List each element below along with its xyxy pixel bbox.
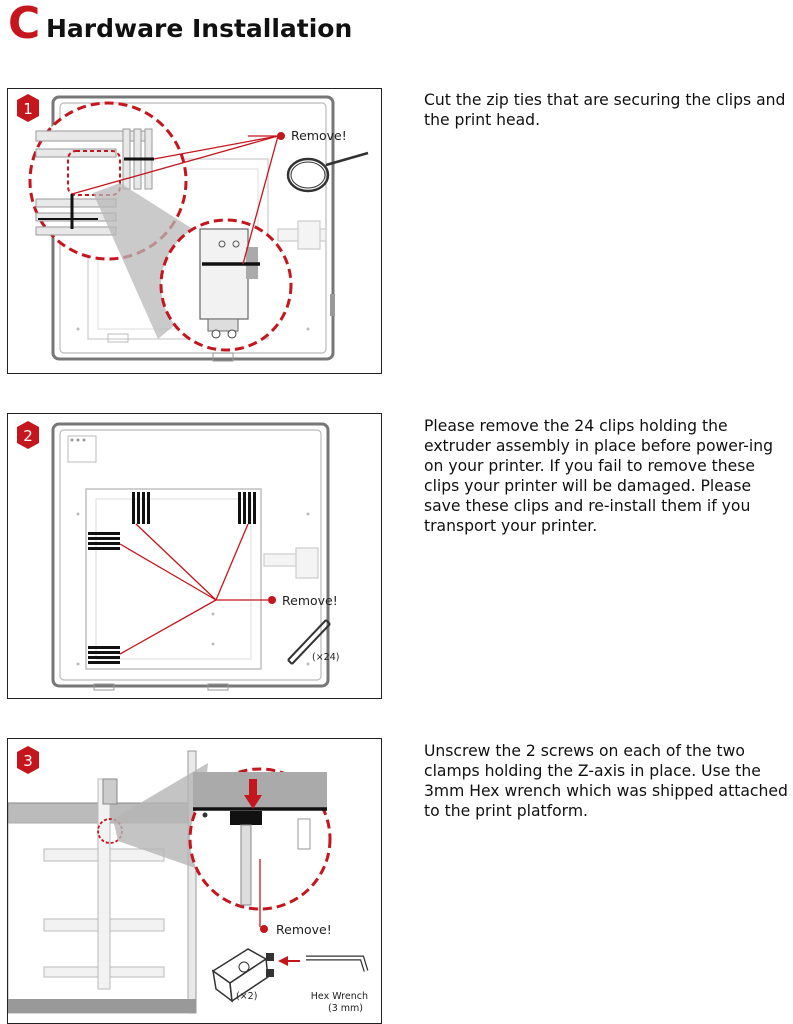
- section-letter: C: [8, 0, 41, 49]
- remove-callout: Remove!: [291, 128, 347, 143]
- section-title: Hardware Installation: [46, 14, 353, 43]
- step-3-figure: [7, 738, 382, 1024]
- hex-wrench-icon: [306, 958, 366, 971]
- clamp-quantity: (×2): [236, 991, 258, 1002]
- step-2-instruction: Please remove the 24 clips holding the extruder assembly in place before power-ing on your printer. If you fail to remove these clips your printer will be damaged. Please save these clips and re-install them if you transport your printer.: [424, 417, 773, 535]
- clip-quantity: (×24): [312, 652, 340, 663]
- print-head-zoom: [161, 220, 291, 350]
- svg-text:2: 2: [23, 427, 33, 445]
- step-1-figure: [7, 88, 382, 374]
- remove-callout: Remove!: [276, 922, 332, 937]
- step-2-figure: [7, 413, 382, 699]
- step-1-instruction: Cut the zip ties that are securing the clips and the print head.: [424, 91, 786, 129]
- step-3-instruction: Unscrew the 2 screws on each of the two clamps holding the Z-axis in place. Use the 3mm Hex wrench which was shipped attached to the print platform.: [424, 742, 788, 820]
- hex-wrench-size: (3 mm): [328, 1003, 363, 1014]
- remove-callout: Remove!: [282, 593, 338, 608]
- svg-text:3: 3: [23, 752, 33, 770]
- step-3-badge: [17, 746, 39, 774]
- step-1-badge: [17, 94, 39, 122]
- svg-text:1: 1: [23, 100, 33, 118]
- hex-wrench-label: Hex Wrench: [310, 991, 368, 1002]
- printer-front-view: [53, 424, 328, 690]
- step-2-badge: [17, 421, 39, 449]
